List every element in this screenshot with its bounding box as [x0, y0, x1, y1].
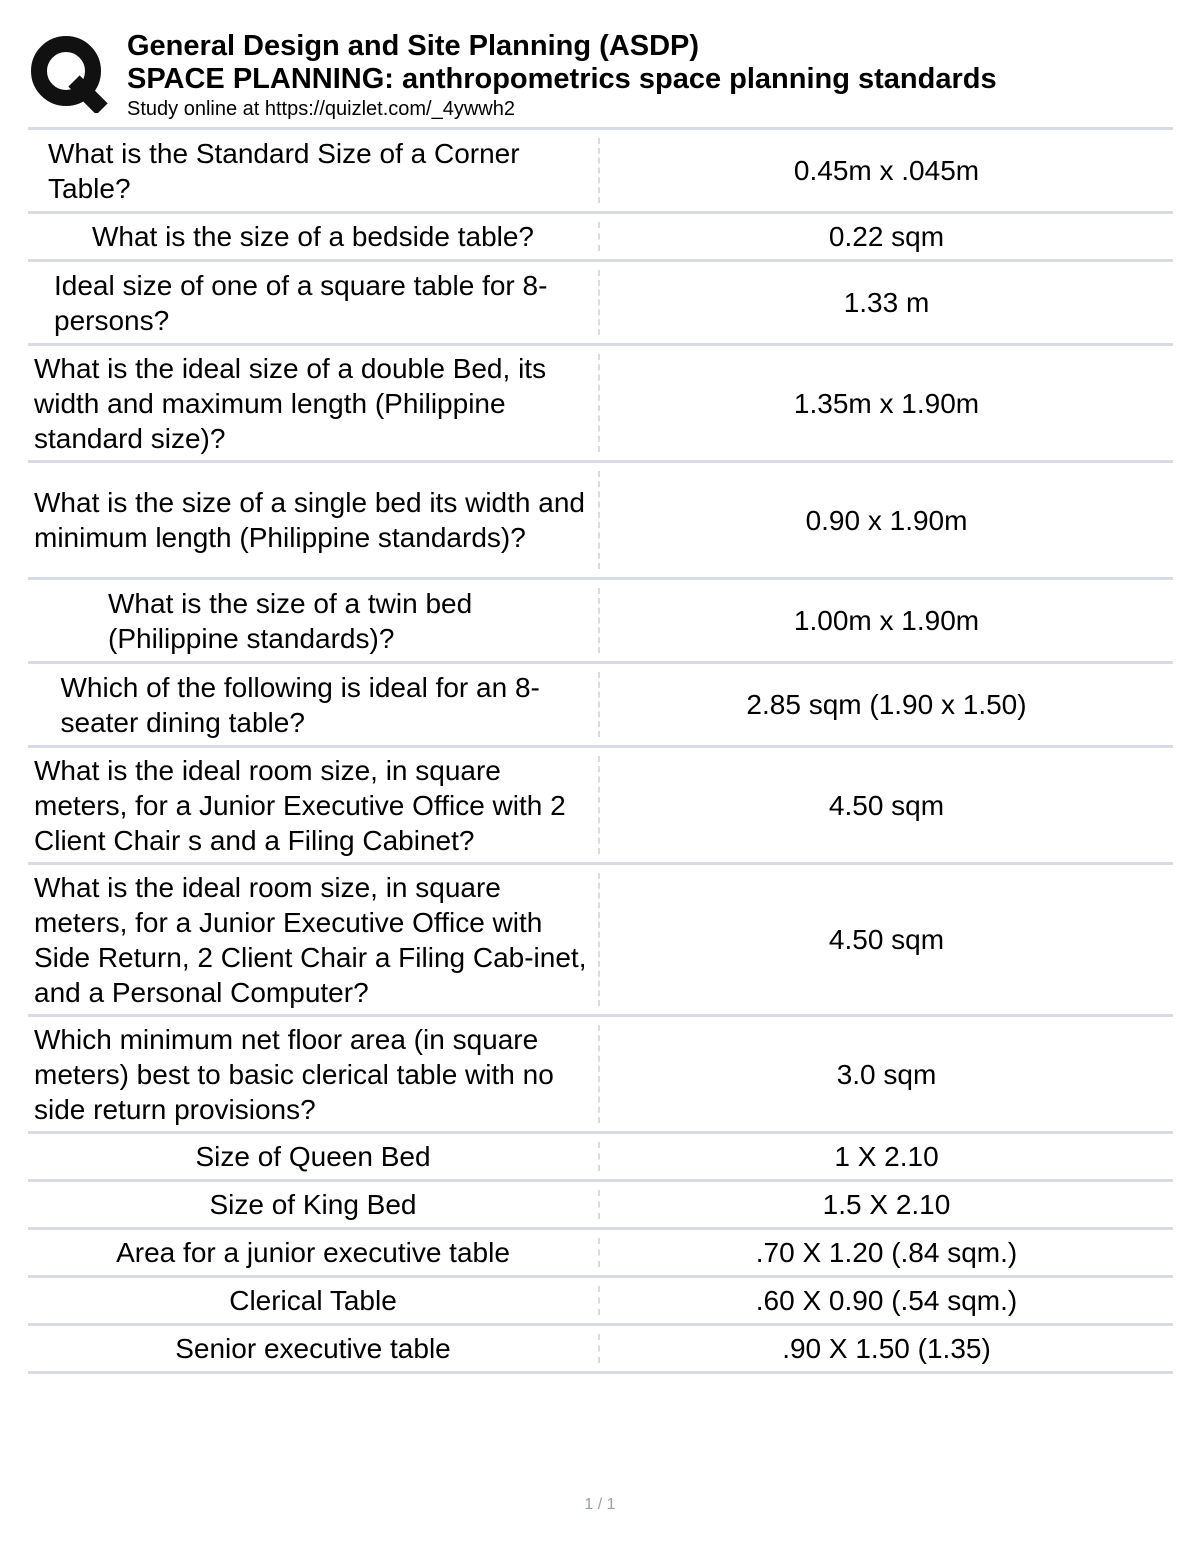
term-cell [28, 1134, 598, 1179]
table-row [28, 865, 1173, 1017]
table-row [28, 1134, 1173, 1182]
term-cell [28, 346, 598, 460]
term-cell [28, 463, 598, 577]
term-text: Ideal size of one of a square table for 8-persons? [54, 269, 548, 336]
definition-cell: .70 X 1.20 (.84 sqm.) [755, 1237, 1018, 1268]
flashcard-table [28, 127, 1173, 1374]
term-cell [28, 214, 598, 259]
term-text: Clerical Table [229, 1285, 397, 1316]
term-cell [28, 865, 598, 1014]
table-row [28, 1017, 1173, 1134]
term-cell [28, 1017, 598, 1131]
term-text: Size of King Bed [209, 1189, 417, 1220]
definition-cell: .60 X 0.90 (.54 sqm.) [755, 1285, 1018, 1316]
table-row [28, 262, 1173, 346]
definition-cell: 3.0 sqm [836, 1058, 937, 1090]
definition-cell: 2.85 sqm (1.90 x 1.50) [746, 689, 1027, 720]
quizlet-logo-icon [30, 33, 110, 113]
term-text: Which minimum net floor area (in square meters) best to basic clerical table with no side return provisions? [34, 1023, 554, 1125]
term-cell [28, 748, 598, 862]
table-row [28, 463, 1173, 580]
term-cell [28, 580, 598, 661]
term-cell [28, 664, 598, 745]
term-cell [28, 1230, 598, 1275]
term-cell [28, 1326, 598, 1371]
term-text: What is the size of a twin bed (Philippine standards)? [108, 587, 473, 654]
term-text: Senior executive table [175, 1333, 451, 1364]
term-text: What is the ideal room size, in square meters, for a Junior Executive Office with 2 Client Chair s and a Filing Cabinet? [34, 754, 566, 856]
document-header [127, 30, 1177, 121]
table-row [28, 1278, 1173, 1326]
document-title: General Design and Site Planning (ASDP) [127, 30, 700, 62]
term-cell [28, 1278, 598, 1323]
definition-cell: 0.22 sqm [828, 221, 945, 252]
table-row [28, 1182, 1173, 1230]
term-text: What is the Standard Size of a Corner Table? [48, 137, 520, 204]
definition-cell: 0.45m x .045m [793, 155, 980, 186]
table-row [28, 346, 1173, 463]
table-row [28, 580, 1173, 664]
definition-cell: 4.50 sqm [828, 924, 945, 955]
term-cell [28, 130, 598, 211]
definition-cell: 1.00m x 1.90m [793, 605, 980, 636]
page-indicator: 1 / 1 [584, 1496, 616, 1513]
definition-cell: 1.35m x 1.90m [793, 387, 980, 419]
table-row [28, 748, 1173, 865]
definition-cell: 4.50 sqm [828, 789, 945, 821]
table-row [28, 214, 1173, 262]
term-cell [28, 262, 598, 343]
table-row [28, 1326, 1173, 1374]
term-text: Size of Queen Bed [195, 1141, 431, 1172]
definition-cell: 1.5 X 2.10 [822, 1189, 951, 1220]
term-text: What is the ideal room size, in square meters, for a Junior Executive Office with Side Return, 2 Client Chair a Filing Cab-inet, and a Personal Computer? [34, 871, 587, 1008]
definition-cell: .90 X 1.50 (1.35) [782, 1333, 991, 1364]
term-text: Area for a junior executive table [116, 1237, 510, 1268]
study-online-link[interactable]: Study online at https://quizlet.com/_4ywwh2 [127, 98, 515, 120]
term-text: Which of the following is ideal for an 8-seater dining table? [60, 671, 540, 738]
term-text: What is the size of a single bed its width and minimum length (Philippine standards)? [34, 487, 585, 553]
term-cell [28, 1182, 598, 1227]
definition-cell: 0.90 x 1.90m [805, 504, 968, 536]
table-row [28, 664, 1173, 748]
table-row [28, 1230, 1173, 1278]
definition-cell: 1.33 m [843, 287, 930, 318]
table-row [28, 130, 1173, 214]
term-text: What is the ideal size of a double Bed, its width and maximum length (Philippine standard size)? [34, 352, 547, 454]
definition-cell: 1 X 2.10 [834, 1141, 939, 1172]
document-subtitle: SPACE PLANNING: anthropometrics space planning standards [127, 63, 997, 95]
term-text: What is the size of a bedside table? [91, 221, 535, 252]
